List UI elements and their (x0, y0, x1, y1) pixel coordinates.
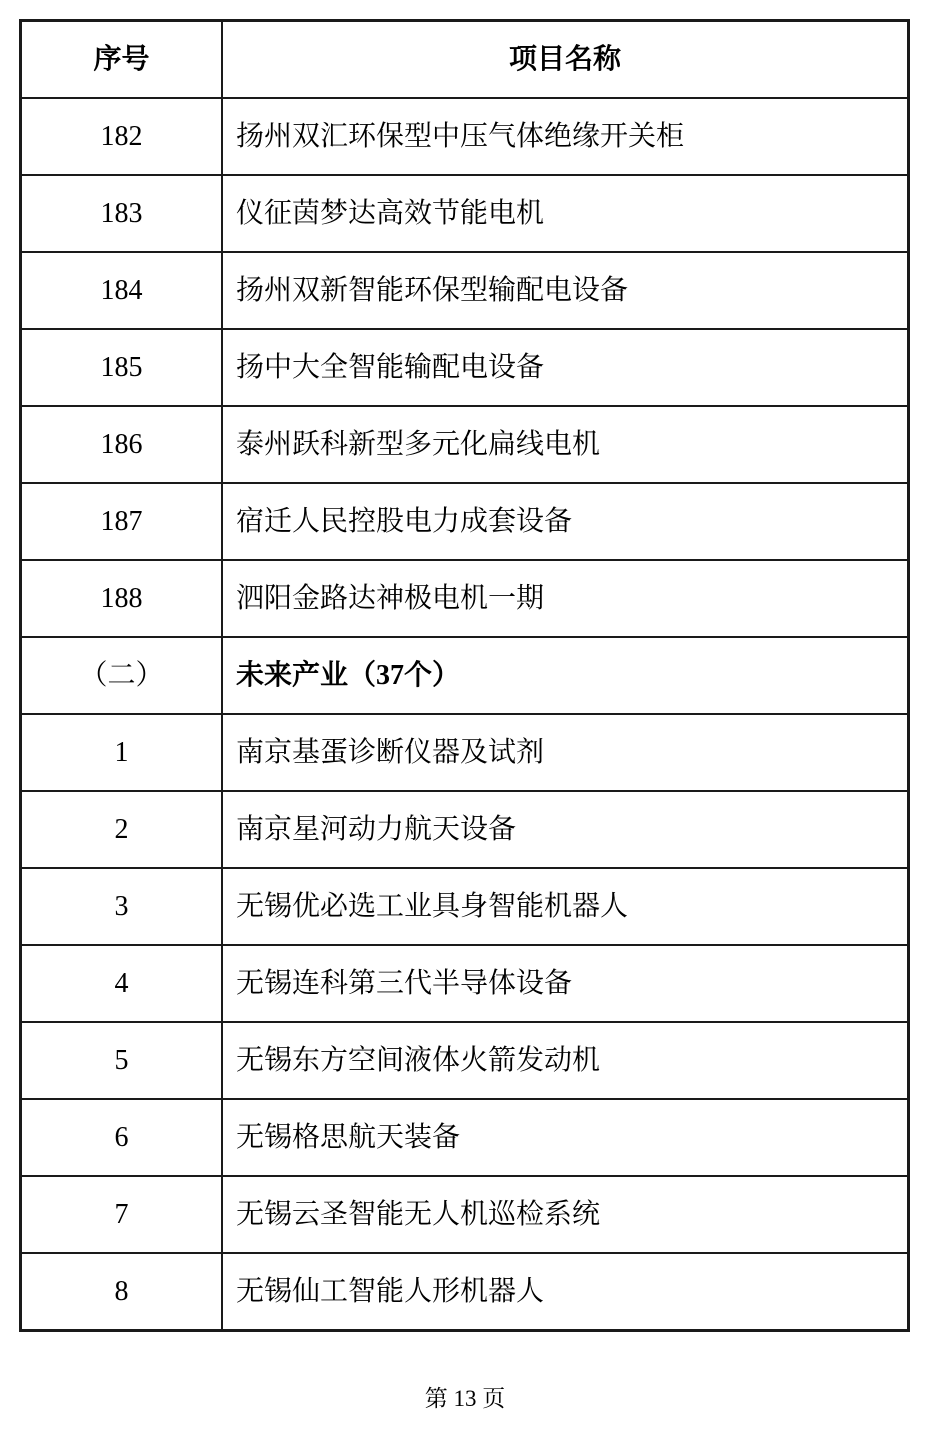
table-row (21, 1176, 909, 1253)
section-row (21, 637, 909, 714)
table-row (21, 98, 909, 175)
header-cell-project-name: 项目名称 (222, 21, 909, 99)
table-row (21, 1022, 909, 1099)
table-row (21, 868, 909, 945)
row-index-cell: 7 (21, 1176, 223, 1253)
section-title-cell: 未来产业（37个） (222, 637, 909, 714)
project-name-cell: 仪征茵梦达高效节能电机 (222, 175, 909, 252)
project-name-cell: 无锡优必选工业具身智能机器人 (222, 868, 909, 945)
row-index-cell: 188 (21, 560, 223, 637)
row-index-cell: 3 (21, 868, 223, 945)
project-name-cell: 无锡东方空间液体火箭发动机 (222, 1022, 909, 1099)
project-name-cell: 无锡格思航天装备 (222, 1099, 909, 1176)
row-index-cell: 5 (21, 1022, 223, 1099)
row-index-cell: 187 (21, 483, 223, 560)
row-index-cell: 186 (21, 406, 223, 483)
project-name-cell: 无锡连科第三代半导体设备 (222, 945, 909, 1022)
row-index-cell: 182 (21, 98, 223, 175)
project-table (19, 19, 910, 1332)
project-name-cell: 无锡云圣智能无人机巡检系统 (222, 1176, 909, 1253)
row-index-cell: 1 (21, 714, 223, 791)
table-header-row (21, 21, 909, 99)
table-row (21, 1253, 909, 1331)
project-name-cell: 泰州跃科新型多元化扁线电机 (222, 406, 909, 483)
project-name-cell: 扬州双新智能环保型输配电设备 (222, 252, 909, 329)
row-index-cell: 185 (21, 329, 223, 406)
table-row (21, 1099, 909, 1176)
project-name-cell: 南京基蛋诊断仪器及试剂 (222, 714, 909, 791)
row-index-cell: （二） (21, 637, 223, 714)
row-index-cell: 4 (21, 945, 223, 1022)
row-index-cell: 184 (21, 252, 223, 329)
row-index-cell: 2 (21, 791, 223, 868)
table-body (21, 98, 909, 1331)
project-name-cell: 扬中大全智能输配电设备 (222, 329, 909, 406)
table-row (21, 329, 909, 406)
project-name-cell: 南京星河动力航天设备 (222, 791, 909, 868)
project-name-cell: 泗阳金路达神极电机一期 (222, 560, 909, 637)
row-index-cell: 183 (21, 175, 223, 252)
row-index-cell: 6 (21, 1099, 223, 1176)
page-number: 第 13 页 (424, 1386, 506, 1411)
table-row (21, 791, 909, 868)
row-index-cell: 8 (21, 1253, 223, 1331)
table-row (21, 252, 909, 329)
table-row (21, 945, 909, 1022)
table-row (21, 406, 909, 483)
table-row (21, 175, 909, 252)
project-name-cell: 扬州双汇环保型中压气体绝缘开关柜 (222, 98, 909, 175)
project-name-cell: 无锡仙工智能人形机器人 (222, 1253, 909, 1331)
table-row (21, 714, 909, 791)
header-cell-index: 序号 (21, 21, 223, 99)
project-name-cell: 宿迁人民控股电力成套设备 (222, 483, 909, 560)
table-row (21, 560, 909, 637)
table-row (21, 483, 909, 560)
